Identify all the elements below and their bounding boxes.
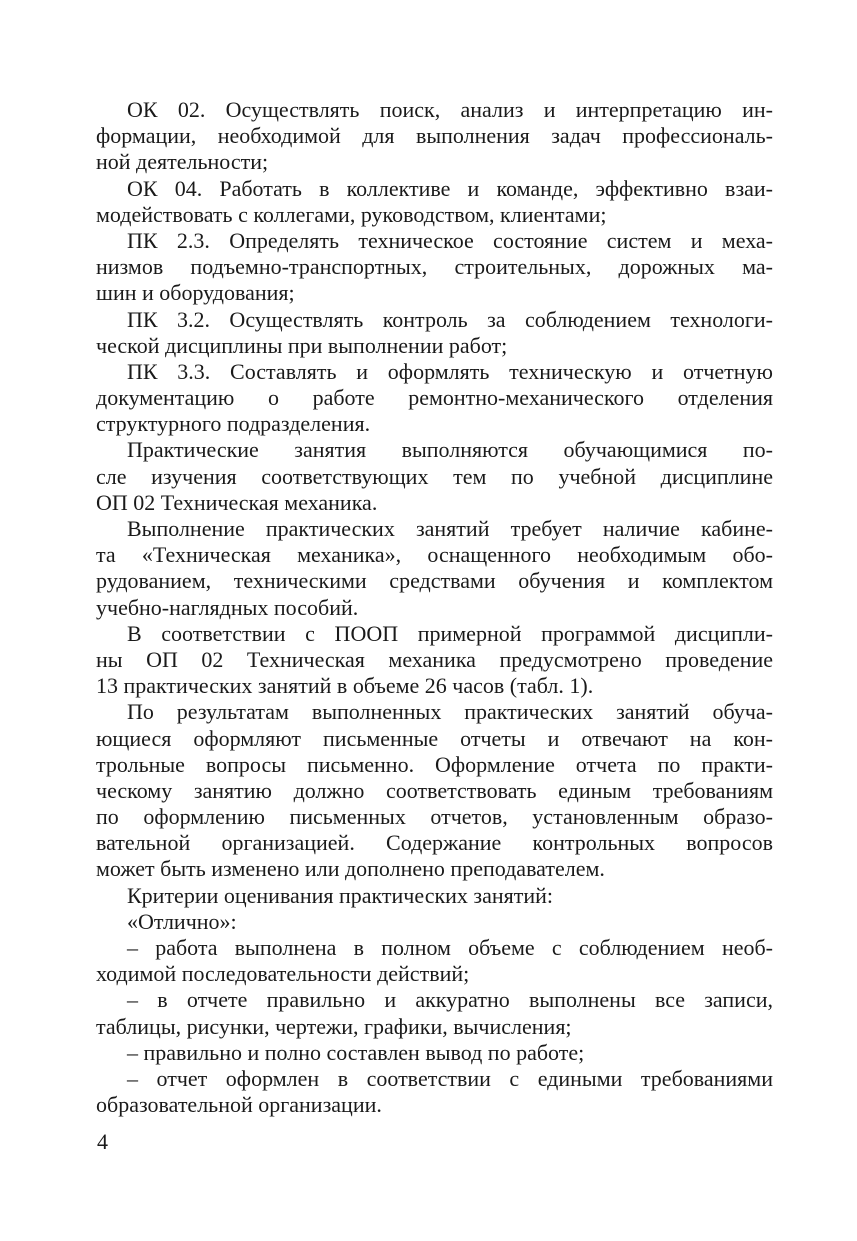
paragraph	[96, 437, 773, 516]
text-line: ческому занятию должно соответствовать единым требованиям	[96, 777, 773, 803]
text-line: учебно-наглядных пособий.	[96, 594, 359, 620]
text-line: вательной организацией. Содержание контрольных вопросов	[96, 830, 773, 856]
text-line: образовательной организации.	[96, 1092, 382, 1118]
page-number: 4	[97, 1129, 108, 1154]
text-line: Практические занятия выполняются обучающимися по-	[127, 437, 773, 463]
paragraph	[96, 1040, 773, 1066]
text-line: шин и оборудования;	[96, 280, 295, 306]
text-line: структурного подразделения.	[96, 411, 371, 437]
text-line: низмов подъемно-транспортных, строительных, дорожных ма-	[96, 254, 773, 280]
paragraph	[96, 516, 773, 621]
paragraph	[96, 176, 773, 228]
text-line: таблицы, рисунки, чертежи, графики, вычисления;	[96, 1013, 572, 1039]
text-line: По результатам выполненных практических занятий обуча-	[127, 699, 773, 725]
text-line: ПК 3.2. Осуществлять контроль за соблюдением технологи-	[127, 306, 773, 332]
paragraph	[96, 883, 773, 909]
text-line: В соответствии с ПООП примерной программой дисципли-	[127, 620, 773, 646]
text-line: ны ОП 02 Техническая механика предусмотрено проведение	[96, 646, 773, 672]
paragraph	[96, 909, 773, 935]
text-line: ной деятельности;	[96, 149, 269, 175]
text-line: может быть изменено или дополнено преподавателем.	[96, 856, 605, 882]
text-line: ОК 04. Работать в коллективе и команде, эффективно взаи-	[127, 175, 773, 201]
text-line: трольные вопросы письменно. Оформление отчета по практи-	[96, 751, 773, 777]
text-line: 13 практических занятий в объеме 26 часов (табл. 1).	[96, 673, 594, 699]
text-line: – в отчете правильно и аккуратно выполнены все записи,	[127, 987, 773, 1013]
document-body	[96, 97, 773, 1118]
text-line: модействовать с коллегами, руководством, клиентами;	[96, 201, 607, 227]
text-line: ПК 2.3. Определять техническое состояние систем и меха-	[127, 227, 773, 253]
text-line: – правильно и полно составлен вывод по работе;	[127, 1039, 585, 1065]
text-line: Выполнение практических занятий требует наличие кабине-	[127, 516, 773, 541]
text-line: по оформлению письменных отчетов, установленным образо-	[96, 804, 773, 830]
text-line: ОК 02. Осуществлять поиск, анализ и интерпретацию ин-	[127, 97, 773, 122]
paragraph	[96, 359, 773, 438]
text-line: – отчет оформлен в соответствии с едиными требованиями	[127, 1065, 773, 1091]
text-line: та «Техническая механика», оснащенного необходимым обо-	[96, 542, 773, 568]
text-line: ходимой последовательности действий;	[96, 961, 470, 987]
paragraph	[96, 935, 773, 987]
paragraph	[96, 97, 773, 176]
text-line: ющиеся оформляют письменные отчеты и отвечают на кон-	[96, 725, 773, 751]
text-line: Критерии оценивания практических занятий:	[127, 882, 554, 908]
paragraph	[96, 699, 773, 882]
text-line: рудованием, техническими средствами обучения и комплектом	[96, 568, 773, 594]
paragraph	[96, 228, 773, 307]
text-line: формации, необходимой для выполнения задач профессиональ-	[96, 123, 773, 149]
text-line: ческой дисциплины при выполнении работ;	[96, 332, 508, 358]
text-line: «Отлично»:	[127, 908, 237, 934]
text-line: документацию о работе ремонтно-механического отделения	[96, 385, 773, 411]
text-line: ОП 02 Техническая механика.	[96, 489, 378, 515]
text-line: – работа выполнена в полном объеме с соблюдением необ-	[127, 935, 773, 960]
paragraph	[96, 621, 773, 700]
text-line: сле изучения соответствующих тем по учебной дисциплине	[96, 463, 773, 489]
text-line: ПК 3.3. Составлять и оформлять техническую и отчетную	[127, 358, 773, 384]
paragraph	[96, 307, 773, 359]
paragraph	[96, 987, 773, 1039]
paragraph	[96, 1066, 773, 1118]
